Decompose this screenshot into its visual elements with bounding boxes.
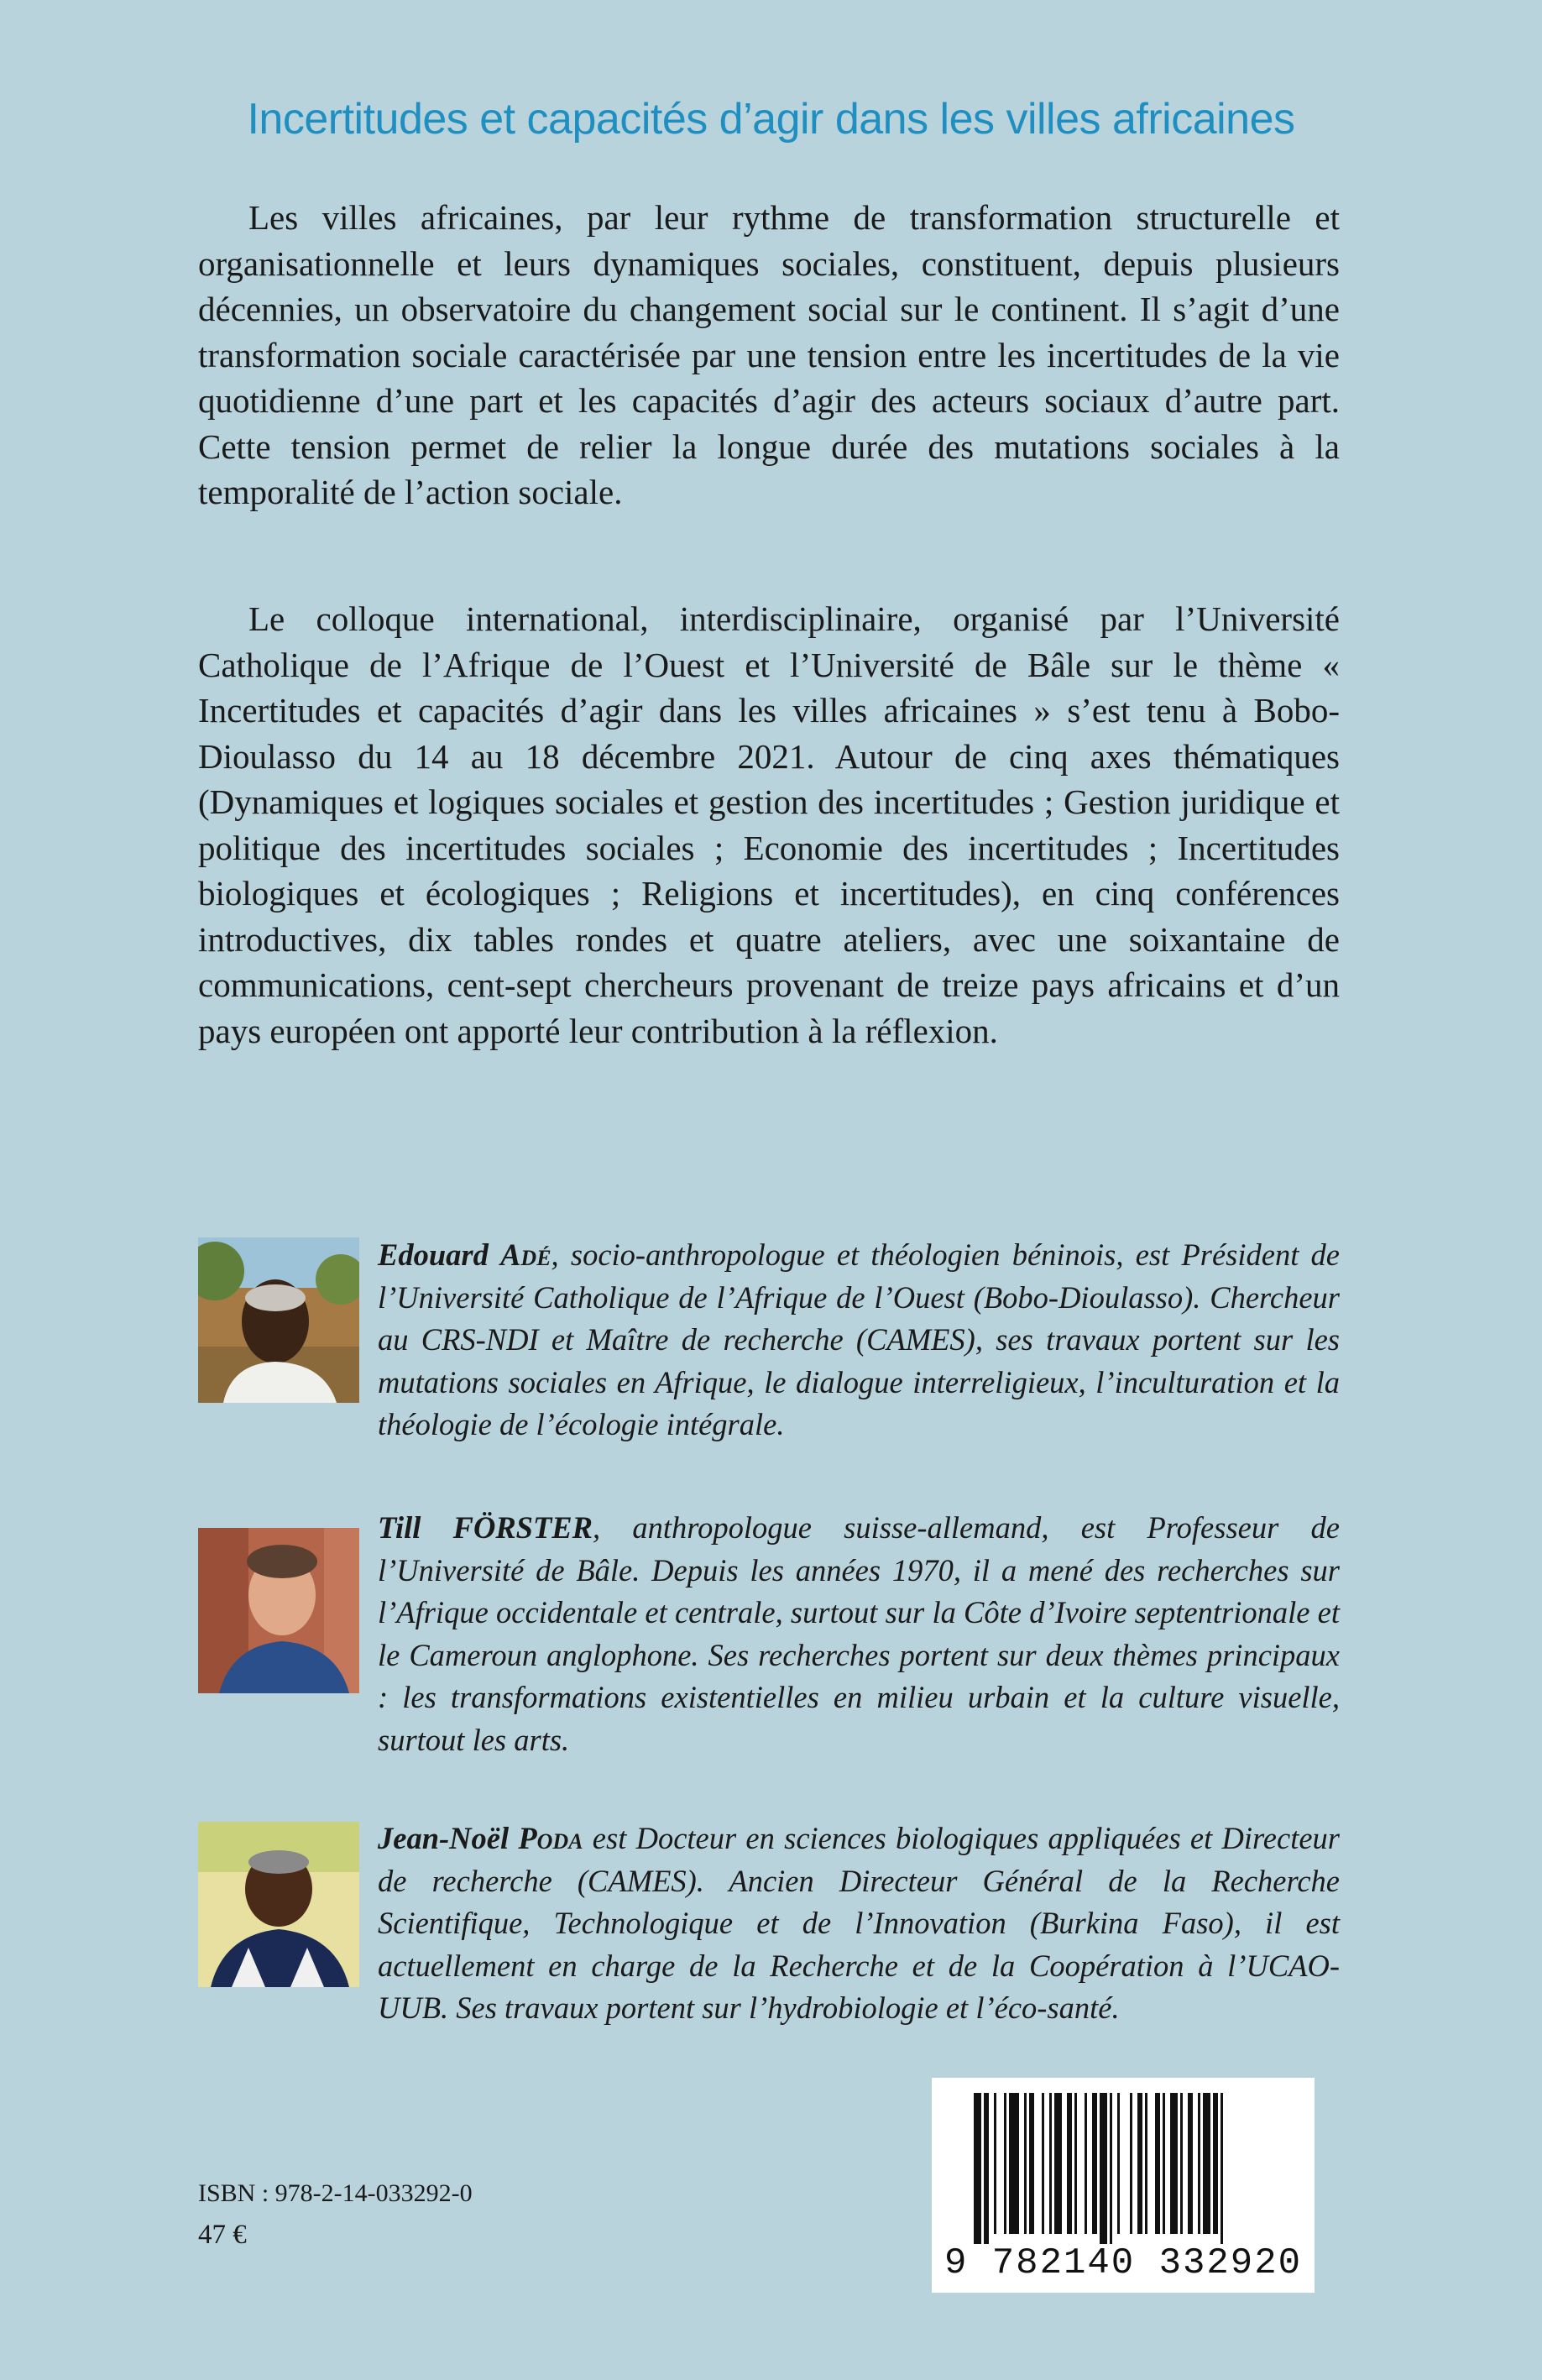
author-bio-text: , anthropologue suisse-allemand, est Professeur de l’Université de Bâle. Depuis les années 1970, il a mené des recherches sur l’Afrique occidentale et centrale, surtout sur la Côte d’Ivoire septentrionale et le Cameroun anglophone. Ses recherches portent sur deux thèmes principaux : les transformations existentielles en milieu urbain et la culture visuelle, surtout les arts. xyxy=(378,1510,1340,1757)
barcode-bar xyxy=(1074,2093,1077,2234)
barcode-bar xyxy=(1004,2093,1006,2234)
barcode-bar xyxy=(1221,2093,1223,2244)
author-bio-ade xyxy=(378,1234,1340,1446)
barcode-bar xyxy=(1145,2093,1147,2234)
barcode-bar xyxy=(1085,2093,1087,2234)
summary-paragraph-1: Les villes africaines, par leur rythme de transformation structurelle et organisationnelle et leurs dynamiques sociales, constituent, depuis plusieurs décennies, un observatoire du changement social sur le continent. Il s’agit d’une transformation sociale caractérisée par une tension entre les incertitudes de la vie quotidienne d’une part et les capacités d’agir des acteurs sociaux d’autre part. Cette tension permet de relier la longue durée des mutations sociales à la temporalité de l’action sociale. xyxy=(198,198,1340,511)
barcode-bar xyxy=(1213,2093,1218,2234)
barcode-bar xyxy=(1092,2093,1097,2234)
barcode-bar xyxy=(1029,2093,1034,2234)
author-first-name: Edouard xyxy=(378,1237,489,1272)
barcode xyxy=(932,2078,1315,2293)
barcode-bar xyxy=(1137,2093,1142,2234)
book-title: Incertitudes et capacités d’agir dans les villes africaines xyxy=(247,95,1295,144)
barcode-bar xyxy=(974,2093,981,2244)
barcode-number: 9 782140 332920 xyxy=(943,2242,1303,2284)
summary-paragraph-2: Le colloque international, interdisciplinaire, organisé par l’Université Catholique de l’Afrique de l’Ouest et l’Université de Bâle sur le thème « Incertitudes et capacités d’agir dans les villes africaines » s’est tenu à Bobo-Dioulasso du 14 au 18 décembre 2021. Autour de cinq axes thématiques (Dynamiques et logiques sociales et gestion des incertitudes ; Gestion juridique et politique des incertitudes sociales ; Economie des incertitudes ; Incertitudes biologiques et écologiques ; Religions et incertitudes), en cinq conférences introductives, dix tables rondes et quatre ateliers, avec une soixantaine de communications, cent-sept chercheurs provenant de treize pays africains et d’un pays européen ont apporté leur contribution à la réflexion. xyxy=(198,599,1340,1050)
barcode-bar xyxy=(1170,2093,1178,2234)
barcode-bar xyxy=(1054,2093,1062,2234)
barcode-bar xyxy=(1180,2093,1183,2234)
barcode-bar xyxy=(1009,2093,1019,2234)
barcode-bar xyxy=(1163,2093,1165,2234)
barcode-bar xyxy=(1130,2093,1132,2234)
author-bio-text: est Docteur en sciences biologiques appliquées et Directeur de recherche (CAMES). Ancien Directeur Général de la Recherche Scientifique, Technologique et de l’Innovation (Burkina Faso), il est actuellement en charge de la Recherche et de la Coopération à l’UCAO-UUB. Ses travaux portent sur l’hydrobiologie et l’éco-santé. xyxy=(378,1821,1341,2025)
barcode-bar xyxy=(1188,2093,1193,2234)
barcode-bar xyxy=(1100,2093,1107,2244)
isbn: ISBN : 978-2-14-033292-0 xyxy=(198,2179,473,2207)
barcode-bars xyxy=(932,2078,1315,2246)
author-last-name: Poda xyxy=(518,1821,583,1855)
barcode-bar xyxy=(994,2093,996,2234)
author-first-name: Jean-Noël xyxy=(378,1821,510,1855)
author-photo-forster xyxy=(198,1528,359,1693)
author-last-name: Adé xyxy=(500,1237,551,1272)
barcode-bar xyxy=(1024,2093,1027,2234)
author-bio-poda xyxy=(378,1818,1340,2030)
barcode-bar xyxy=(1117,2093,1120,2234)
author-bio-forster xyxy=(378,1507,1340,1761)
barcode-bar xyxy=(984,2093,989,2244)
barcode-bar xyxy=(1155,2093,1160,2234)
barcode-bar xyxy=(1042,2093,1044,2234)
barcode-bar xyxy=(1110,2093,1112,2244)
author-first-name: Till xyxy=(378,1510,421,1545)
author-last-name: FÖRSTER xyxy=(452,1510,593,1545)
author-bio-text: , socio-anthropologue et théologien béninois, est Président de l’Université Catholique de l’Afrique de l’Ouest (Bobo-Dioulasso). Chercheur au CRS-NDI et Maître de recherche (CAMES), ses travaux portent sur les mutations sociales en Afrique, le dialogue interreligieux, l’inculturation et la théologie de l’écologie intégrale. xyxy=(378,1237,1340,1441)
price: 47 € xyxy=(198,2220,247,2250)
author-photo-ade xyxy=(198,1237,359,1403)
barcode-bar xyxy=(1198,2093,1200,2234)
barcode-bar xyxy=(1203,2093,1210,2234)
barcode-bar xyxy=(1049,2093,1052,2234)
author-photo-poda xyxy=(198,1822,359,1987)
barcode-bar xyxy=(1067,2093,1072,2234)
